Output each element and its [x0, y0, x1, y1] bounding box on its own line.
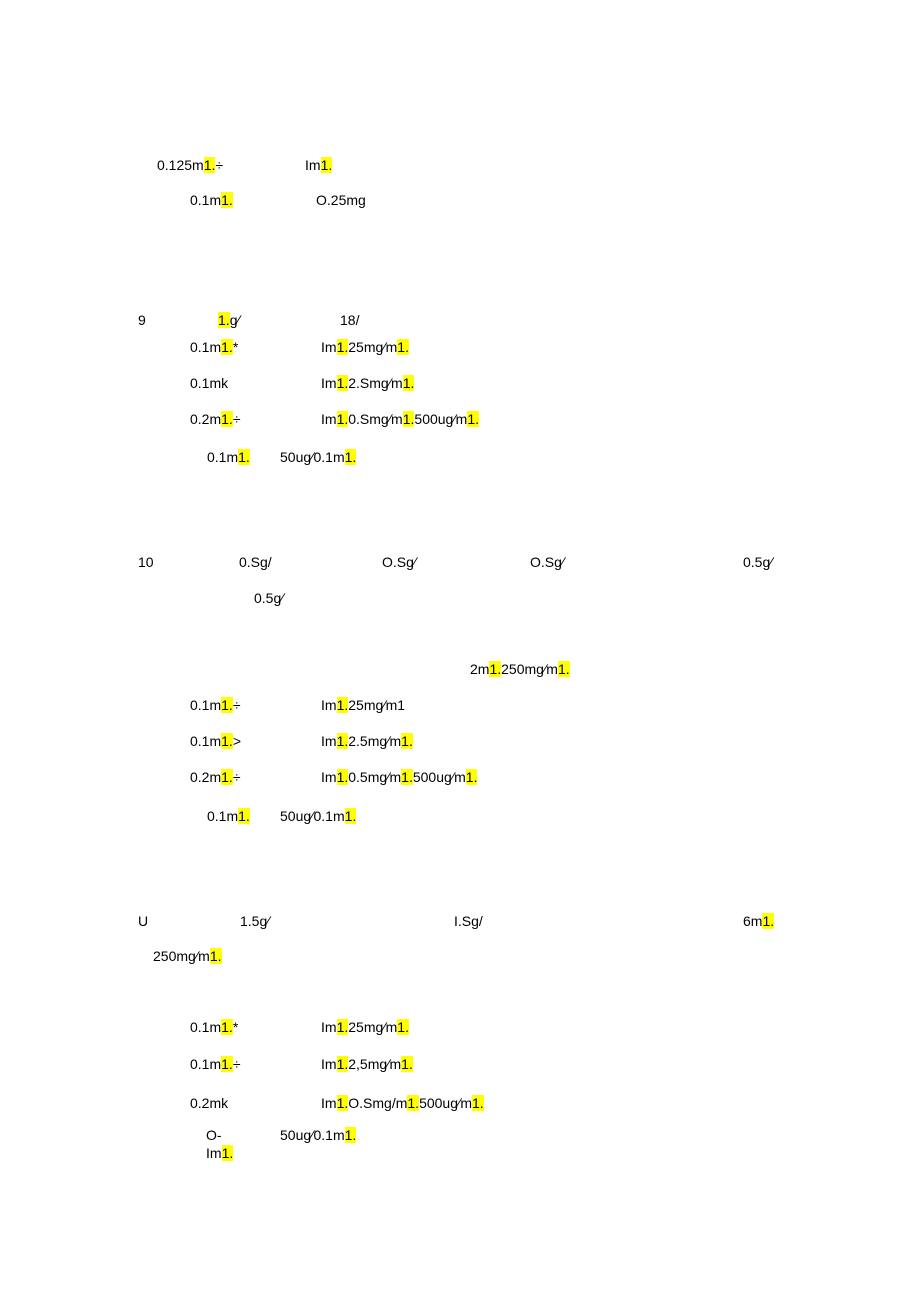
text-line: [470, 661, 570, 678]
text-segment: 1.5g∕: [240, 913, 270, 929]
text-segment: Im: [321, 375, 337, 391]
text-segment: 0.2mk: [190, 1095, 229, 1111]
highlighted-text: 1.: [402, 375, 415, 391]
option-right: [321, 339, 409, 356]
text-segment: 0.2m: [190, 769, 222, 785]
highlighted-text: 1.: [221, 1019, 233, 1035]
text-line: [254, 590, 284, 607]
text-segment: *: [232, 1019, 239, 1035]
text-segment: I.Sg/: [454, 913, 483, 929]
text-line: [743, 554, 773, 571]
highlighted-text: 1.: [221, 733, 233, 749]
text-segment: 0.1m: [207, 808, 239, 824]
text-line: [240, 913, 270, 930]
text-segment: 500ug∕m: [419, 1095, 472, 1111]
highlighted-text: 1.: [336, 1019, 349, 1035]
text-segment: 25mg∕m1: [348, 697, 406, 713]
text-segment: g∕: [229, 312, 240, 328]
text-segment: 2m: [470, 661, 490, 677]
option-right: [280, 1127, 356, 1144]
highlighted-text: 1.: [401, 733, 413, 749]
text-line: [218, 312, 240, 329]
highlighted-text: 1.: [397, 339, 409, 355]
text-segment: ÷: [232, 769, 241, 785]
option-left: [207, 449, 250, 466]
highlighted-text: 1.: [221, 339, 233, 355]
option-right: [321, 411, 479, 428]
text-segment: ÷: [215, 157, 224, 173]
highlighted-text: 1.: [336, 697, 349, 713]
highlighted-text: 1.: [221, 411, 233, 427]
text-segment: U: [138, 913, 149, 929]
option-left: [190, 697, 241, 714]
text-segment: *: [232, 339, 239, 355]
option-right: [321, 769, 477, 786]
text-line: [340, 312, 359, 329]
text-segment: 2.5mg∕m: [348, 733, 402, 749]
text-segment: 0.2m: [190, 411, 222, 427]
highlighted-text: 1.: [401, 1056, 413, 1072]
text-segment: Im: [321, 697, 337, 713]
text-segment: Im: [305, 157, 321, 173]
highlighted-text: 1.: [221, 769, 233, 785]
highlighted-text: 1.: [344, 449, 357, 465]
text-segment: 9: [138, 312, 146, 328]
highlighted-text: 1.: [344, 1127, 357, 1143]
highlighted-text: 1.: [336, 1095, 349, 1111]
option-right: [280, 449, 356, 466]
text-segment: 500ug∕m: [412, 769, 466, 785]
option-left: [190, 411, 241, 428]
text-segment: 0.5mg∕m: [348, 769, 402, 785]
option-left: [206, 1127, 222, 1144]
text-segment: Im: [321, 733, 337, 749]
question-number: [138, 312, 146, 329]
text-segment: 0.1m: [190, 733, 222, 749]
text-segment: 0.5g∕: [743, 554, 773, 570]
highlighted-text: 1.: [221, 192, 233, 208]
option-left: [190, 1056, 241, 1073]
text-segment: 500ug∕m: [414, 411, 468, 427]
highlighted-text: 1.: [401, 769, 413, 785]
highlighted-text: 1.: [344, 808, 357, 824]
text-segment: ÷: [232, 1056, 241, 1072]
option-right: [321, 375, 414, 392]
text-line: [454, 913, 483, 930]
highlighted-text: 1.: [238, 808, 250, 824]
question-number: [138, 554, 154, 571]
highlighted-text: 1.: [203, 157, 216, 173]
text-segment: O.25mg: [316, 192, 366, 208]
highlighted-text: 1.: [336, 1056, 349, 1072]
option-left: [206, 1145, 233, 1162]
highlighted-text: 1.: [467, 411, 480, 427]
text-segment: 0.125m: [157, 157, 204, 173]
text-segment: O.Sg∕: [382, 554, 417, 570]
text-line: [530, 554, 564, 571]
text-segment: ÷: [232, 411, 241, 427]
text-segment: 25mg∕m: [348, 339, 398, 355]
highlighted-text: 1.: [397, 1019, 409, 1035]
text-line: [305, 157, 332, 174]
option-right: [280, 808, 356, 825]
text-segment: 25mg∕m: [348, 1019, 398, 1035]
text-segment: Im: [321, 1019, 337, 1035]
highlighted-text: 1.: [336, 733, 349, 749]
text-segment: Im: [321, 1056, 337, 1072]
highlighted-text: 1.: [407, 1095, 420, 1111]
text-segment: Im: [321, 339, 337, 355]
text-segment: 250mg∕m: [153, 948, 210, 964]
text-segment: Im: [321, 769, 337, 785]
option-right: [321, 697, 405, 714]
text-segment: 0.1m: [190, 192, 222, 208]
text-segment: 50ug∕0.1m: [280, 449, 345, 465]
highlighted-text: 1.: [336, 339, 349, 355]
question-number: [138, 913, 148, 930]
highlighted-text: 1.: [209, 948, 222, 964]
text-segment: 18/: [340, 312, 360, 328]
text-segment: 0.1m: [190, 339, 222, 355]
highlighted-text: 1.: [489, 661, 502, 677]
highlighted-text: 1.: [472, 1095, 484, 1111]
highlighted-text: 1.: [762, 913, 775, 929]
text-segment: >: [232, 733, 241, 749]
text-segment: 0.Smg∕m: [348, 411, 403, 427]
text-line: [190, 192, 233, 209]
highlighted-text: 1.: [402, 411, 415, 427]
text-segment: 0.1m: [190, 1056, 222, 1072]
text-segment: 6m: [743, 913, 763, 929]
text-segment: O-: [206, 1127, 222, 1143]
highlighted-text: 1.: [238, 449, 250, 465]
option-left: [190, 769, 241, 786]
text-segment: 0.1m: [190, 697, 222, 713]
text-segment: 0.1m: [190, 1019, 222, 1035]
option-left: [190, 375, 228, 392]
text-line: [316, 192, 366, 209]
text-segment: 0.5g∕: [254, 590, 284, 606]
text-segment: Im: [321, 1095, 337, 1111]
text-line: [382, 554, 416, 571]
text-line: [157, 157, 223, 174]
text-segment: ÷: [232, 697, 241, 713]
text-segment: 2,5mg∕m: [348, 1056, 402, 1072]
text-segment: Im: [321, 411, 337, 427]
text-segment: 10: [138, 554, 154, 570]
option-left: [190, 1095, 228, 1112]
highlighted-text: 1.: [221, 697, 233, 713]
text-segment: 0.Sg/: [239, 554, 272, 570]
text-segment: 2.Smg∕m: [348, 375, 403, 391]
highlighted-text: 1.: [557, 661, 570, 677]
option-right: [321, 1095, 484, 1112]
option-left: [190, 733, 241, 750]
text-line: [239, 554, 272, 571]
option-right: [321, 1056, 413, 1073]
highlighted-text: 1.: [221, 1056, 233, 1072]
option-right: [321, 1019, 409, 1036]
highlighted-text: 1.: [221, 1145, 234, 1161]
option-left: [190, 339, 238, 356]
highlighted-text: 1.: [336, 375, 349, 391]
text-line: [743, 913, 774, 930]
option-left: [207, 808, 250, 825]
highlighted-text: 1.: [218, 312, 230, 328]
text-segment: 0.1m: [207, 449, 239, 465]
highlighted-text: 1.: [336, 411, 349, 427]
text-segment: 250mg∕m: [501, 661, 558, 677]
text-segment: O.Smg/m: [348, 1095, 408, 1111]
text-segment: O.Sg∕: [530, 554, 565, 570]
text-line: [153, 948, 222, 965]
text-segment: 50ug∕0.1m: [280, 1127, 345, 1143]
highlighted-text: 1.: [465, 769, 478, 785]
highlighted-text: 1.: [320, 157, 333, 173]
option-right: [321, 733, 413, 750]
text-segment: Im: [206, 1145, 222, 1161]
highlighted-text: 1.: [336, 769, 349, 785]
text-segment: 50ug∕0.1m: [280, 808, 345, 824]
option-left: [190, 1019, 238, 1036]
text-segment: 0.1mk: [190, 375, 229, 391]
